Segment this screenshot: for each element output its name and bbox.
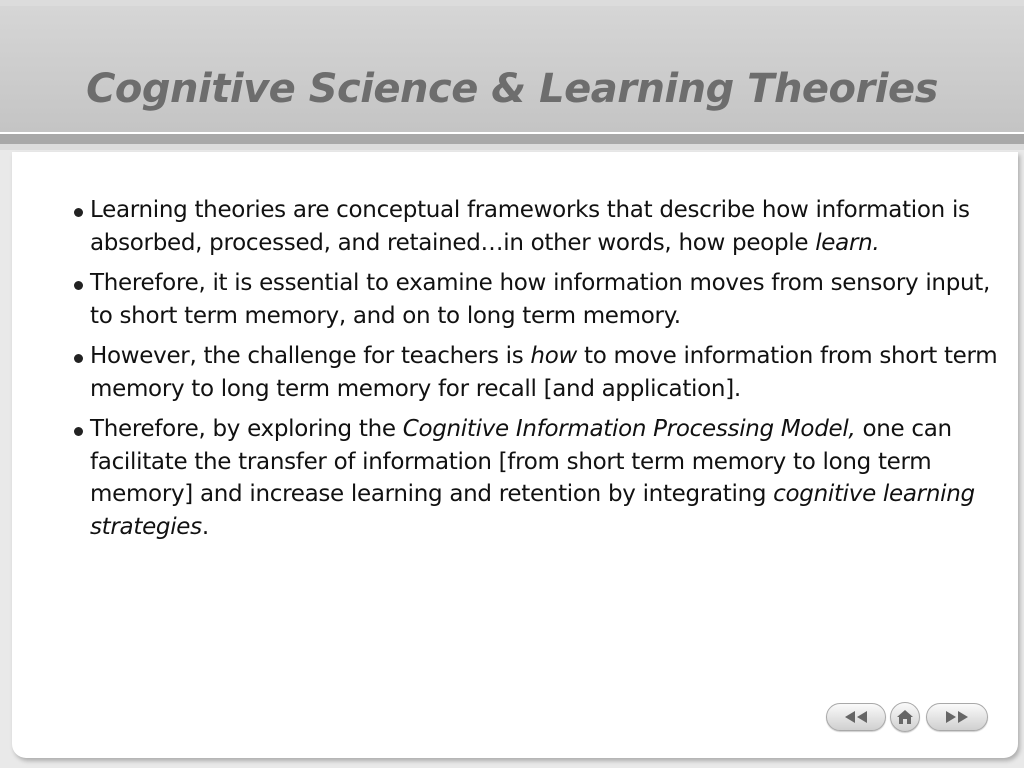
bullet-text: Therefore, by exploring the <box>90 416 403 442</box>
bullet-text: However, the challenge for teachers is <box>90 343 531 369</box>
bullet-text-italic: Cognitive Information Processing Model, <box>402 416 856 442</box>
bullet-text: Learning theories are conceptual frameworks that describe how information is absorbed, processed, and retained…in other words, how people <box>90 197 970 256</box>
title-divider-light <box>0 144 1024 150</box>
bullet-text-italic: how <box>530 343 577 369</box>
fast-forward-icon <box>943 710 971 724</box>
bullet-list <box>90 194 1000 551</box>
bullet-text: to move information from short term memory to long term memory for recall [and application]. <box>90 343 998 402</box>
bullet-text-italic: learn. <box>815 229 880 256</box>
bullet-text: Therefore, it is essential to examine how information moves from sensory input, to short term memory, and on to long term memory. <box>90 270 991 329</box>
bullet-item <box>90 413 1000 543</box>
bullet-item <box>90 267 1000 332</box>
home-button[interactable] <box>890 702 920 732</box>
slide-title: Cognitive Science & Learning Theories <box>86 66 938 112</box>
slide-navigation <box>826 703 990 731</box>
bullet-text-italic: cognitive learning strategies <box>90 481 975 540</box>
bullet-text: . <box>201 513 209 540</box>
previous-slide-button[interactable] <box>826 703 886 731</box>
bullet-text: one can facilitate the transfer of information [from short term memory to long term memory] and increase learning and retention by integrating <box>90 416 952 507</box>
home-icon <box>896 709 914 725</box>
bullet-item <box>90 340 1000 405</box>
next-slide-button[interactable] <box>926 703 988 731</box>
bullet-item <box>90 194 1000 259</box>
title-divider-dark <box>0 134 1024 144</box>
title-band <box>0 6 1024 134</box>
rewind-icon <box>842 710 870 724</box>
